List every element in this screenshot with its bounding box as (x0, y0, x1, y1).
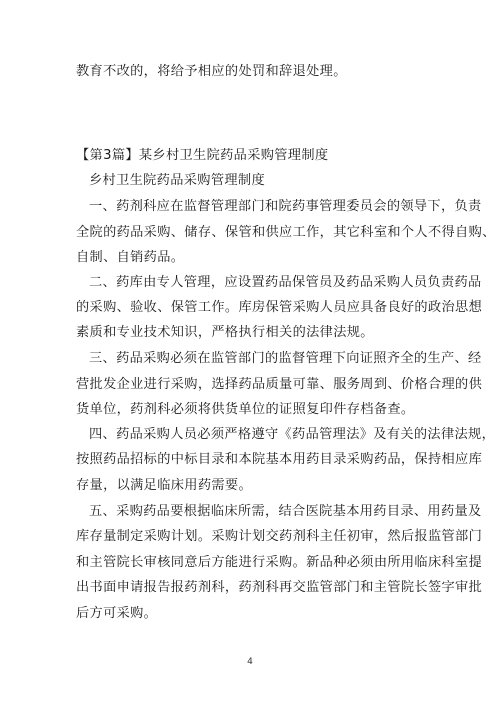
paragraph-4-line-2: 按照药品招标的中标目录和本院基本用药目录采购药品，保持相应库 (76, 452, 483, 467)
paragraph-5-line-1: 五、采购药品要根据临床所需，结合医院基本用药目录、用药量及 (89, 504, 482, 519)
paragraph-4-line-3: 存量，以满足临床用药需要。 (76, 478, 252, 493)
paragraph-1-line-2: 全院的药品采购、储存、保管和供应工作，其它科室和个人不得自购、 (76, 225, 496, 240)
paragraph-1-line-3: 自制、自销药品。 (76, 250, 185, 265)
text-line-1: 教育不改的，将给予相应的处罚和辞退处理。 (76, 64, 347, 79)
paragraph-3-line-3: 货单位，药剂科必须将供货单位的证照复印件存档备查。 (76, 402, 415, 417)
paragraph-5-line-2: 库存量制定采购计划。采购计划交药剂科主任初审，然后报监管部门 (76, 529, 483, 544)
paragraph-5-line-4: 出书面申请报告报药剂科，药剂科再交监管部门和主管院长签字审批 (76, 580, 483, 595)
paragraph-5-line-5: 后方可采购。 (76, 606, 158, 621)
paragraph-3-line-2: 营批发企业进行采购，选择药品质量可靠、服务周到、价格合理的供 (76, 377, 483, 392)
paragraph-1-line-1: 一、药剂科应在监督管理部门和院药事管理委员会的领导下，负责 (89, 199, 482, 214)
paragraph-3-line-1: 三、药品采购必须在监管部门的监督管理下向证照齐全的生产、经 (89, 351, 482, 366)
section-heading: 【第3篇】某乡村卫生院药品采购管理制度 (76, 148, 329, 163)
paragraph-2-line-1: 二、药库由专人管理，应设置药品保管员及药品采购人员负责药品 (89, 275, 482, 290)
paragraph-4-line-1: 四、药品采购人员必须严格遵守《药品管理法》及有关的法律法规， (89, 427, 496, 442)
paragraph-2-line-3: 素质和专业技术知识，严格执行相关的法律法规。 (76, 325, 374, 340)
paragraph-5-line-3: 和主管院长审核同意后方能进行采购。新品种必须由所用临床科室提 (76, 555, 483, 570)
paragraph-2-line-2: 的采购、验收、保管工作。库房保管采购人员应具备良好的政治思想 (76, 300, 483, 315)
page-number: 4 (247, 657, 253, 667)
document-title: 乡村卫生院药品采购管理制度 (89, 173, 265, 188)
